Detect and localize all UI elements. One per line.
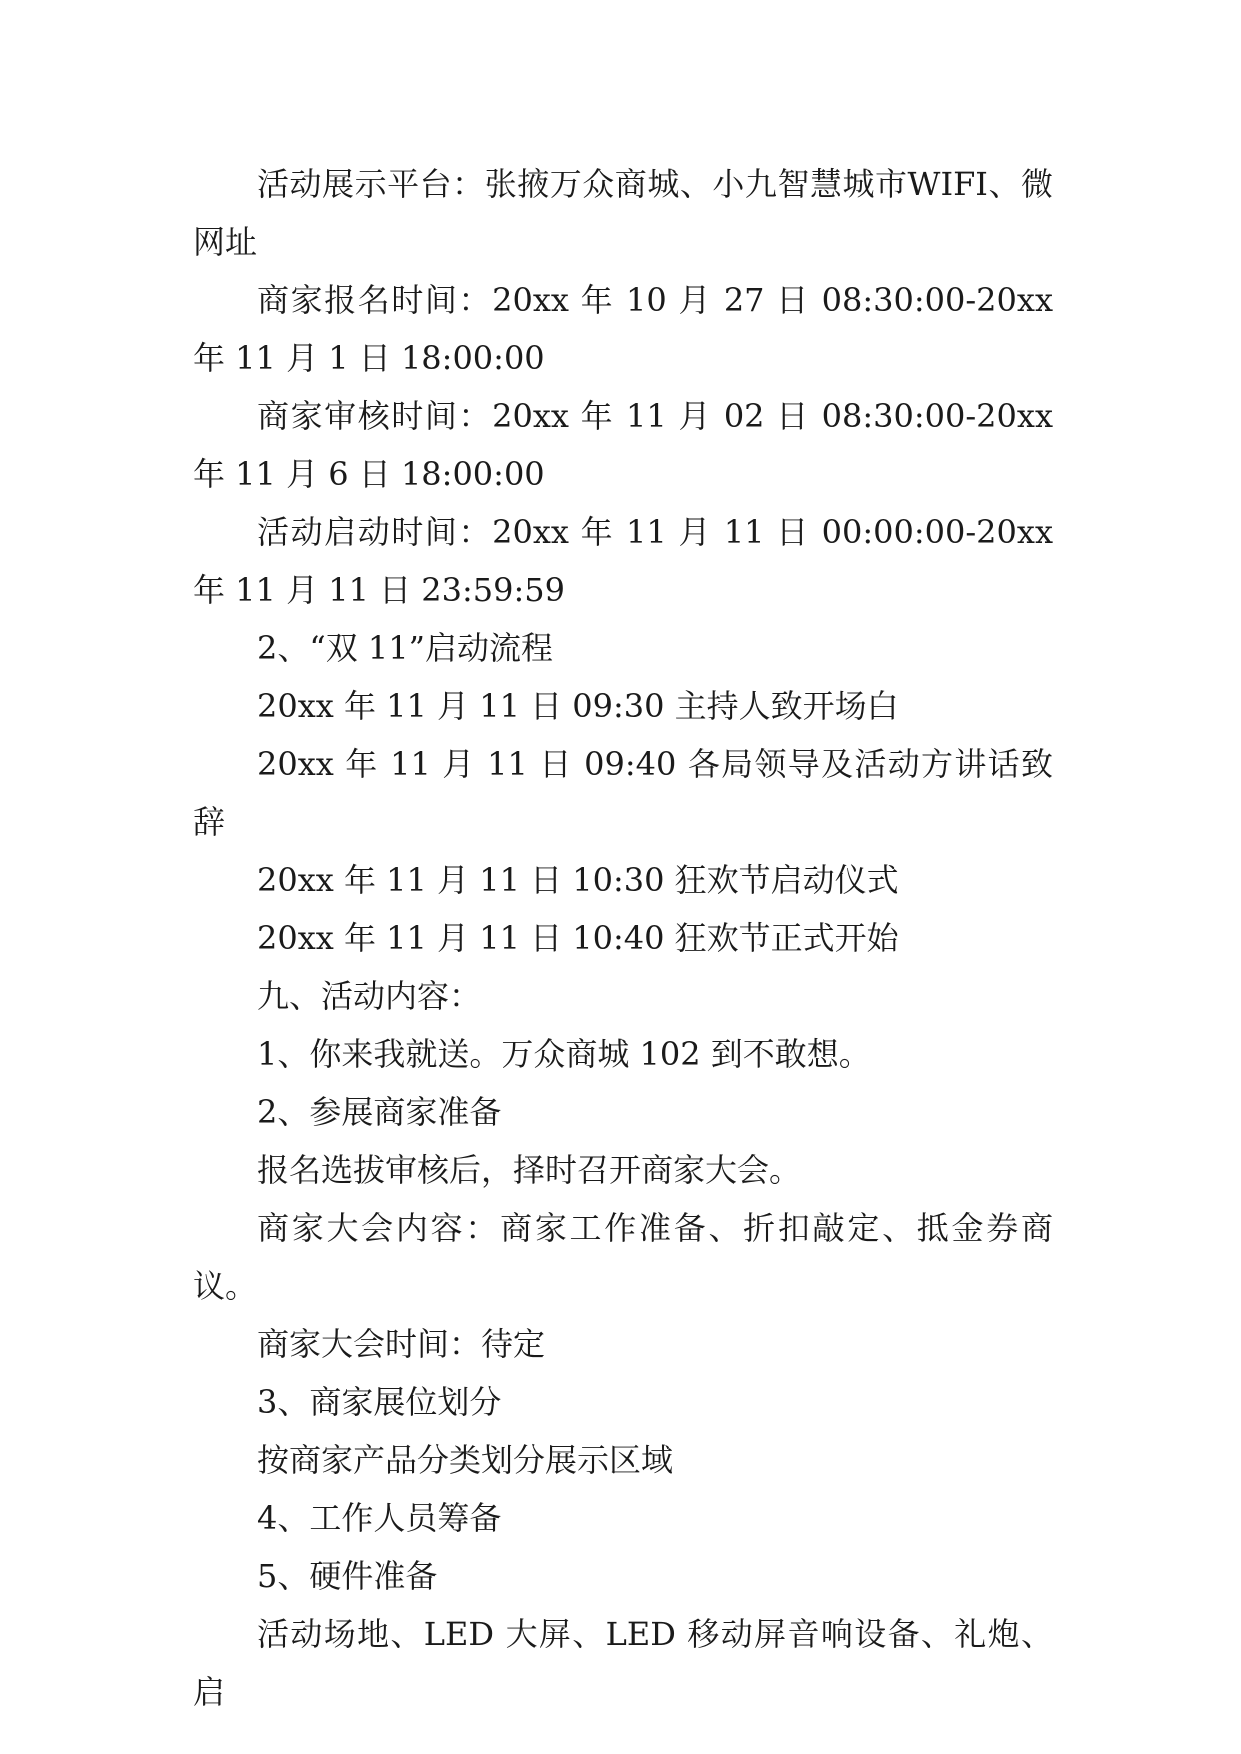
paragraph-merchant-review-time: 商家审核时间：20xx 年 11 月 02 日 08:30:00-20xx 年 11 月 6 日 18:00:00 <box>193 397 1064 493</box>
paragraph-schedule-0930: 20xx 年 11 月 11 日 09:30 主持人致开场白 <box>257 687 899 725</box>
paragraph-item-4-heading: 4、工作人员筹备 <box>257 1499 502 1537</box>
paragraph-event-start-time: 活动启动时间：20xx 年 11 月 11 日 00:00:00-20xx 年 11 月 11 日 23:59:59 <box>193 513 1064 609</box>
paragraph-meeting-time: 商家大会时间：待定 <box>257 1325 546 1363</box>
paragraph-merchant-signup-time: 商家报名时间：20xx 年 10 月 27 日 08:30:00-20xx 年 11 月 1 日 18:00:00 <box>193 281 1064 377</box>
paragraph-schedule-1040: 20xx 年 11 月 11 日 10:40 狂欢节正式开始 <box>257 919 899 957</box>
paragraph-signup-review: 报名选拔审核后，择时召开商家大会。 <box>257 1151 802 1189</box>
paragraph-launch-process-heading: 2、“双 11”启动流程 <box>257 629 553 667</box>
paragraph-schedule-0940: 20xx 年 11 月 11 日 09:40 各局领导及活动方讲话致辞 <box>193 745 1053 841</box>
paragraph-display-platform: 活动展示平台：张掖万众商城、小九智慧城市WIFI、微网址 <box>193 165 1053 261</box>
paragraph-item-1: 1、你来我就送。万众商城 102 到不敢想。 <box>257 1035 871 1073</box>
document-body <box>193 155 1064 1721</box>
paragraph-item-5-heading: 5、硬件准备 <box>257 1557 438 1595</box>
paragraph-item-2-heading: 2、参展商家准备 <box>257 1093 502 1131</box>
section-heading-activity-content: 九、活动内容： <box>257 977 482 1015</box>
paragraph-item-3-heading: 3、商家展位划分 <box>257 1383 502 1421</box>
paragraph-meeting-content: 商家大会内容：商家工作准备、折扣敲定、抵金券商议。 <box>193 1209 1053 1305</box>
paragraph-hardware-list: 活动场地、LED 大屏、LED 移动屏音响设备、礼炮、启 <box>193 1615 1053 1711</box>
paragraph-schedule-1030: 20xx 年 11 月 11 日 10:30 狂欢节启动仪式 <box>257 861 899 899</box>
paragraph-booth-division: 按商家产品分类划分展示区域 <box>257 1441 674 1479</box>
